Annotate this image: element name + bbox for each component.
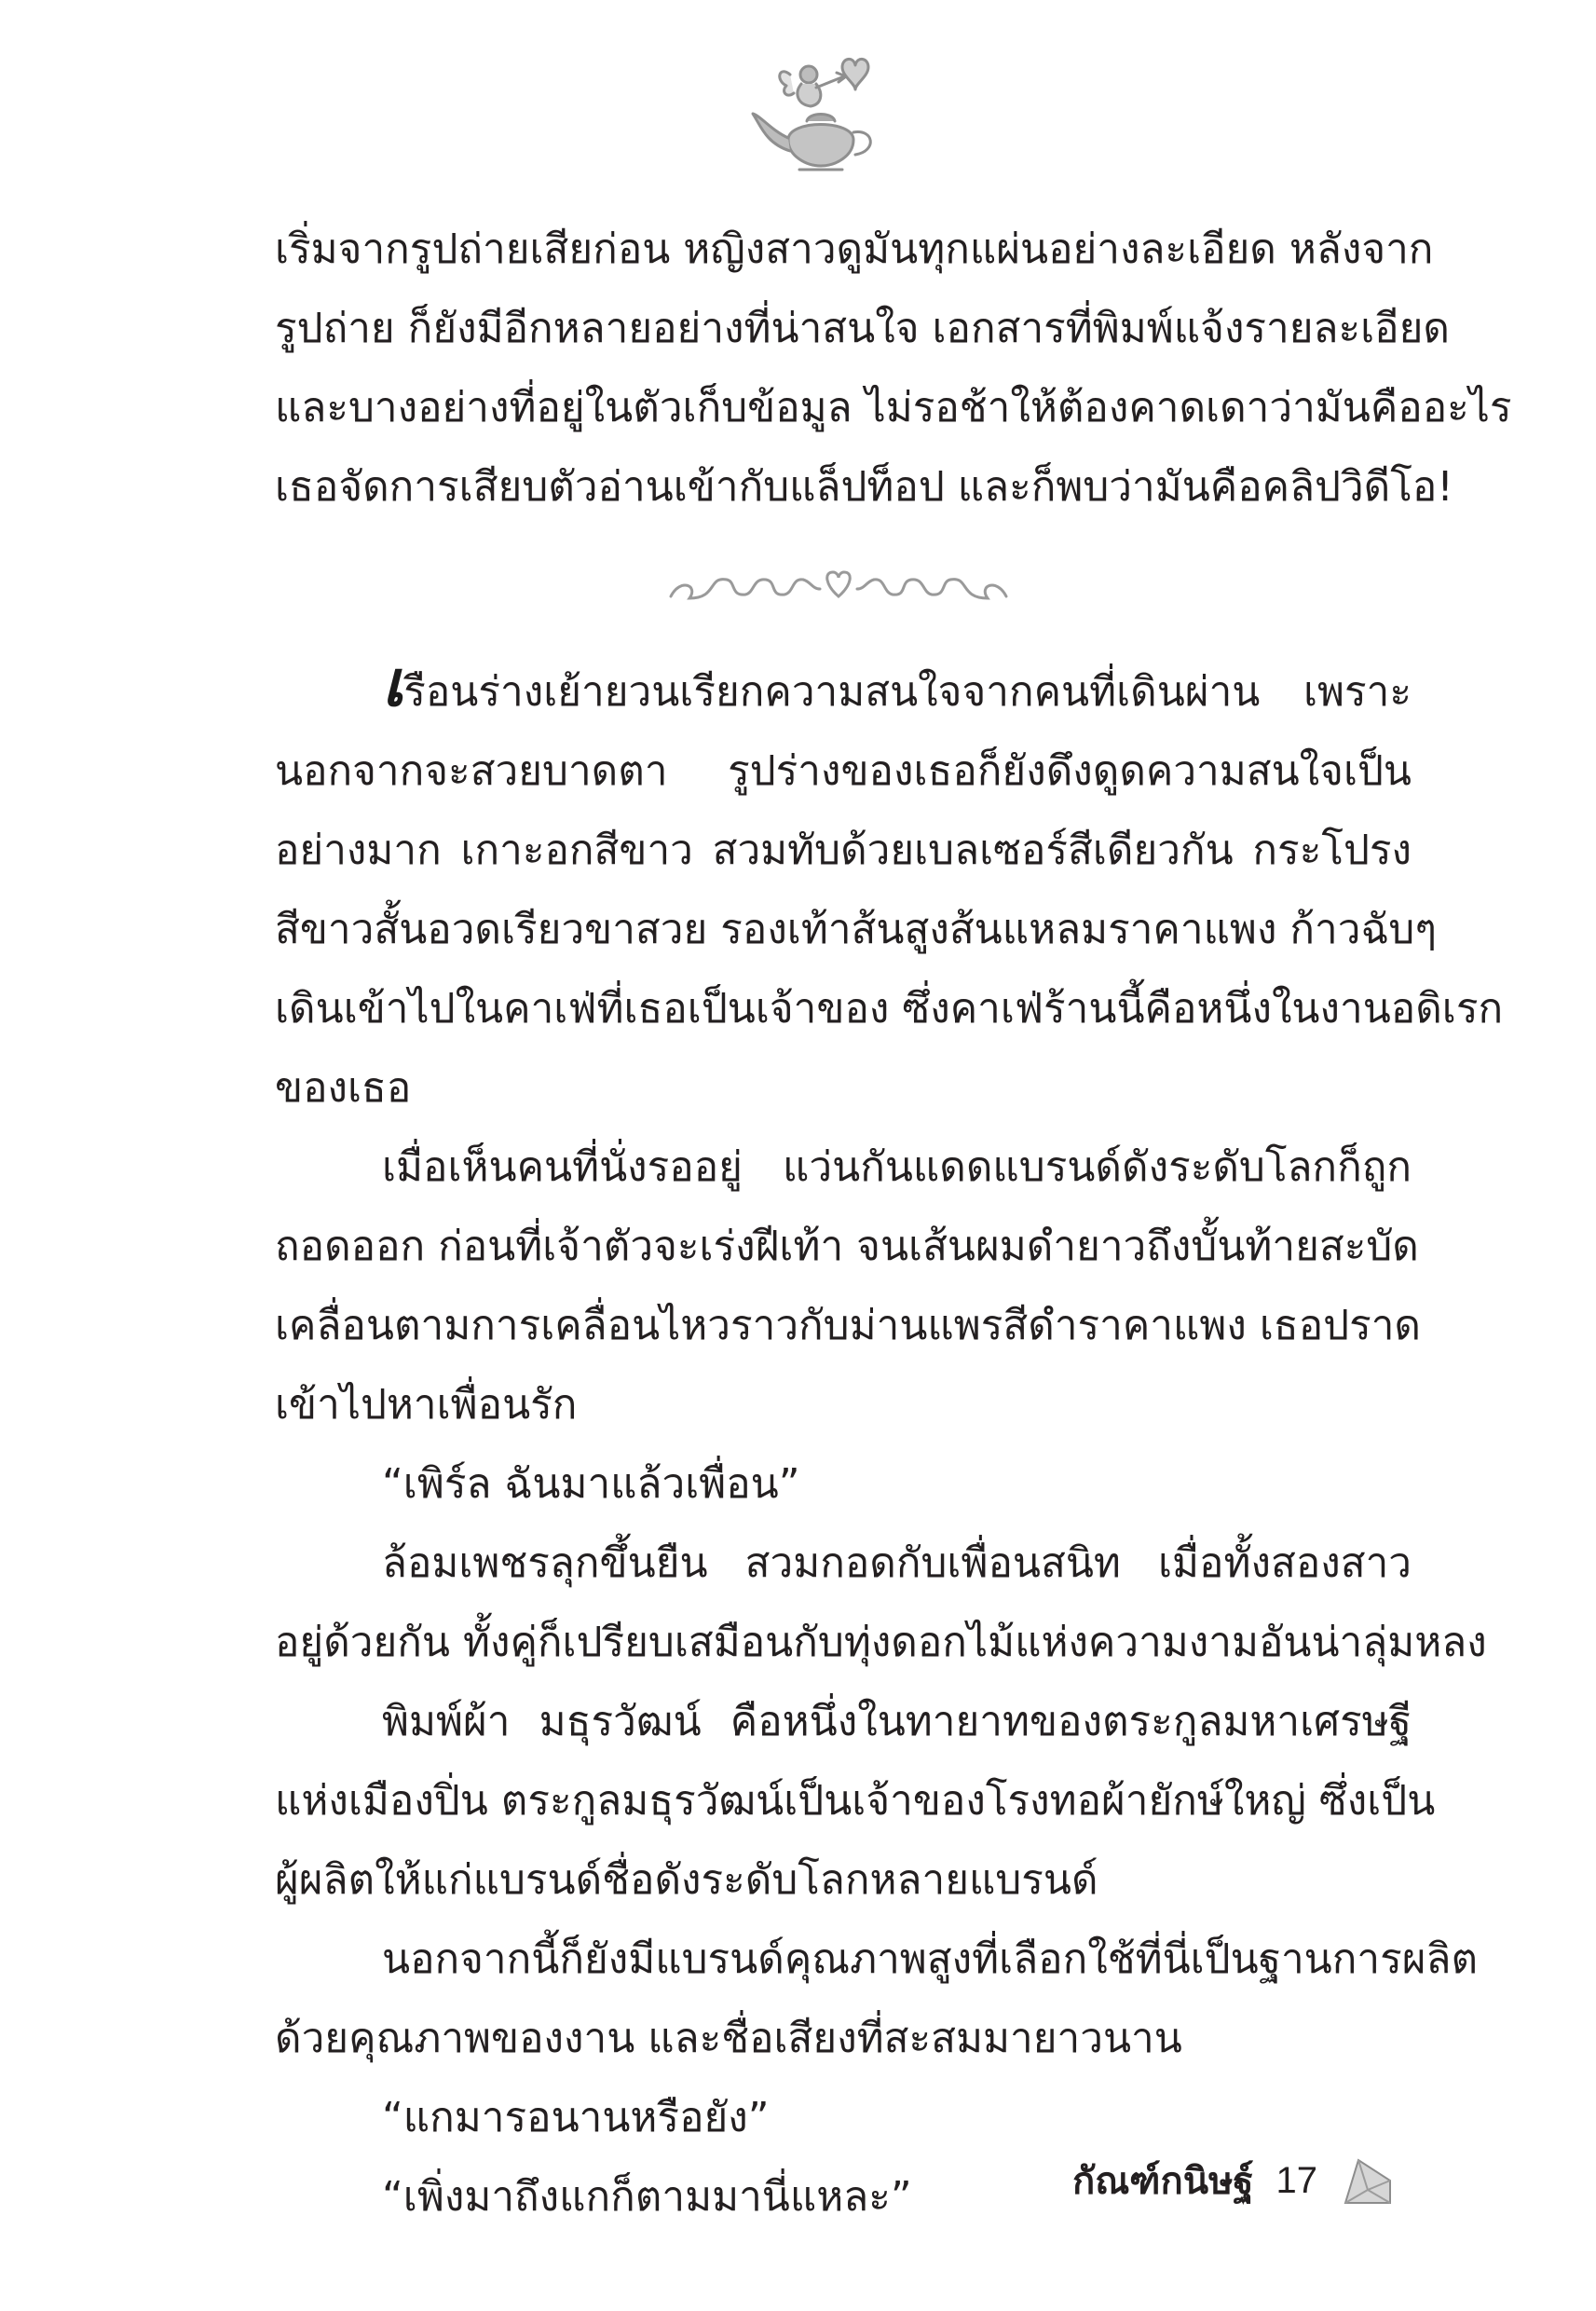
text-line: สีขาวสั้นอวดเรียวขาสวย รองเท้าส้นสูงส้นแหลมราคาแพง ก้าวฉับๆ [275,906,1437,953]
text-line: “เพิ่งมาถึงแกก็ตามมานี่แหละ” [382,2173,912,2221]
text-line-rest: รือนร่างเย้ายวนเรียกความสนใจจากคนที่เดินผ่าน เพราะ [403,668,1412,716]
text-line: เมื่อเห็นคนที่นั่งรออยู่ แว่นกันแดดแบรนด์ดังระดับโลกก็ถูก [382,1143,1412,1191]
page-footer [1072,2143,1396,2218]
page-number: 17 [1275,2159,1317,2201]
text-line: เคลื่อนตามการเคลื่อนไหวราวกับม่านแพรสีดำราคาแพง เธอปราด [275,1302,1422,1349]
text-line: “แกมารอนานหรือยัง” [382,2094,770,2141]
text-line: ถอดออก ก่อนที่เจ้าตัวจะเร่งฝีเท้า จนเส้นผมดำยาวถึงบั้นท้ายสะบัด [275,1223,1419,1270]
text-line: นอกจากนี้ก็ยังมีแบรนด์คุณภาพสูงที่เลือกใช้ที่นี่เป็นฐานการผลิต [382,1935,1479,1983]
flourish-heart-divider-icon [652,540,1025,624]
paragraph-block-1 [275,210,1512,526]
text-line: เธอจัดการเสียบตัวอ่านเข้ากับแล็ปท็อป และก็พบว่ามันคือคลิปวิดีโอ! [275,463,1453,511]
paragraph-block-2 [275,647,1504,2236]
gem-corner-icon [1340,2153,1396,2208]
book-title: กัณฑ์กนิษฐ์ [1071,2161,1254,2202]
text-line: ล้อมเพชรลุกขึ้นยืน สวมกอดกับเพื่อนสนิท เมื่อทั้งสองสาว [382,1539,1412,1587]
text-line [275,647,1412,732]
text-line: ผู้ผลิตให้แก่แบรนด์ชื่อดังระดับโลกหลายแบรนด์ [275,1856,1098,1904]
drop-cap: เ [382,647,404,721]
text-line: เข้าไปหาเพื่อนรัก [275,1381,578,1429]
text-line: ด้วยคุณภาพของงาน และชื่อเสียงที่สะสมมายาวนาน [275,2015,1182,2062]
text-line: รูปถ่าย ก็ยังมีอีกหลายอย่างที่น่าสนใจ เอกสารที่พิมพ์แจ้งรายละเอียด [275,305,1450,352]
text-line: อย่างมาก เกาะอกสีขาว สวมทับด้วยเบลเซอร์สีเดียวกัน กระโปรง [275,827,1412,874]
text-line: พิมพ์ผ้า มธุรวัฒน์ คือหนึ่งในทายาทของตระกูลมหาเศรษฐี [382,1698,1412,1745]
text-line: และบางอย่างที่อยู่ในตัวเก็บข้อมูล ไม่รอช้าให้ต้องคาดเดาว่ามันคืออะไร [275,384,1512,431]
teapot-cupid-ornament-icon [732,47,909,186]
text-line: เริ่มจากรูปถ่ายเสียก่อน หญิงสาวดูมันทุกแผ่นอย่างละเอียด หลังจาก [275,226,1434,273]
text-line: เดินเข้าไปในคาเฟ่ที่เธอเป็นเจ้าของ ซึ่งคาเฟ่ร้านนี้คือหนึ่งในงานอดิเรก [275,985,1504,1032]
text-line: ของเธอ [275,1064,412,1112]
text-line: นอกจากจะสวยบาดตา รูปร่างของเธอก็ยังดึงดูดความสนใจเป็น [275,747,1412,795]
text-line: อยู่ด้วยกัน ทั้งคู่ก็เปรียบเสมือนกับทุ่งดอกไม้แห่งความงามอันน่าลุ่มหลง [275,1619,1487,1666]
text-line: แห่งเมืองปิ่น ตระกูลมธุรวัฒน์เป็นเจ้าของโรงทอผ้ายักษ์ใหญ่ ซึ่งเป็น [275,1777,1436,1825]
text-line: “เพิร์ล ฉันมาแล้วเพื่อน” [382,1460,800,1508]
